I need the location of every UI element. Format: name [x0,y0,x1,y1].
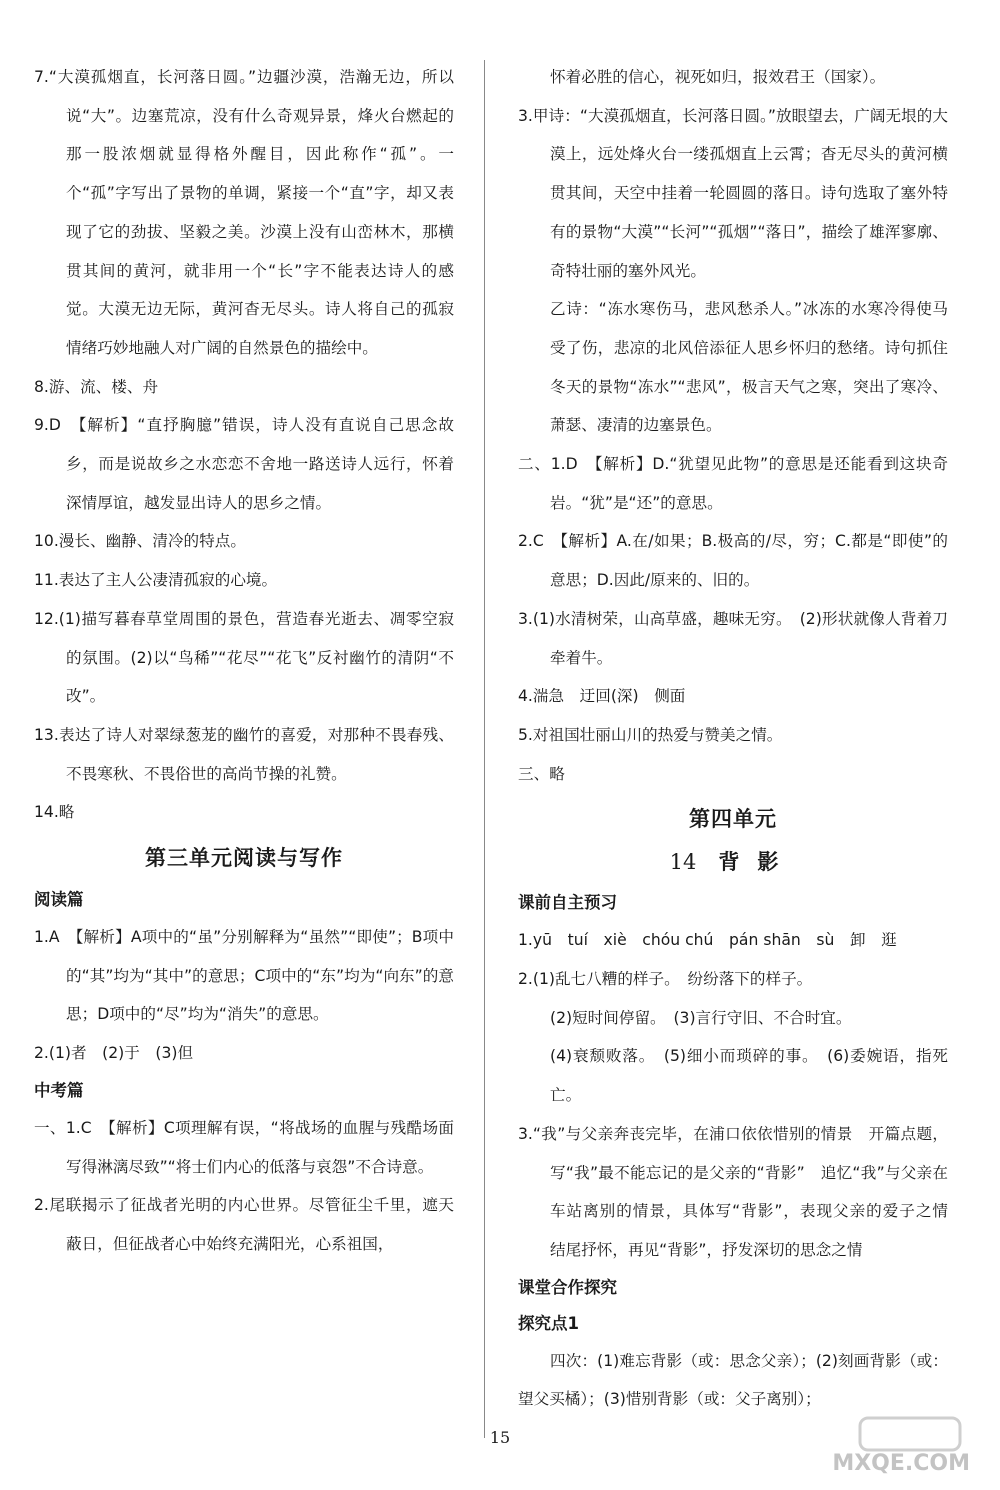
preview-answer-2: 2.(1)乱七八糟的样子。 纷纷落下的样子。 [518,970,813,989]
explore-answer-1: 四次：(1)难忘背影（或：思念父亲）；(2)刻画背影（或：望父买橘）；(3)惜别背影（或：父子离别）； [518,1351,948,1409]
zhongkao-answer-1: 一、1.C 【解析】C项理解有误，“将战场的血腥与残酷场面写得淋漓尽致”“将士们内心的低落与哀怨”不合诗意。 [34,1118,454,1176]
answer-9: 9.D 【解析】“直抒胸臆”错误，诗人没有直说自己思念故乡，而是说故乡之水恋恋不舍地一路送诗人远行，怀着深情厚谊，越发显出诗人的思乡之情。 [34,416,454,512]
lesson-name: 背影 [718,850,797,875]
preview-answer-1: 1.yū tuí xiè chóu chú pán shān sù 卸 逛 [518,931,897,950]
reading-heading: 阅读篇 [34,890,84,910]
part2-answer-3: 3.(1)水清树荣，山高草盛，趣味无穷。 (2)形状就像人背着刀牵着牛。 [518,609,948,667]
explore-heading: 探究点1 [518,1313,579,1333]
lesson-title [518,843,948,881]
watermark-text: MXQE.COM [832,1451,970,1476]
zhongkao-answer-3a: 3.甲诗：“大漠孤烟直，长河落日圆。”放眼望去，广阔无垠的大漠上，远处烽火台一缕孤烟直上云霄；杳无尽头的黄河横贯其间，天空中挂着一轮圆圆的落日。诗句选取了塞外特有的景物“大漠”“长河”“孤烟”“落日”，描绘了雄浑寥廓、奇特壮丽的塞外风光。 [518,106,948,280]
unit3-title: 第三单元阅读与写作 [145,846,343,871]
part2-answer-2: 2.C 【解析】A.在/如果；B.极高的/尽，穷；C.都是“即使”的意思；D.因此/原来的、旧的。 [518,532,948,590]
part2-answer-5: 5.对祖国壮丽山川的热爱与赞美之情。 [518,725,783,744]
column-divider [484,60,485,1438]
class-heading: 课堂合作探究 [518,1277,617,1297]
preview-answer-2b: (2)短时间停留。 (3)言行守旧、不合时宜。 [550,1008,852,1027]
part2-answer-4: 4.湍急 迂回(深) 侧面 [518,687,686,706]
answer-14: 14.略 [34,803,75,822]
zhongkao-heading: 中考篇 [34,1080,84,1100]
part3-answer: 三、略 [518,764,565,783]
preview-heading: 课前自主预习 [518,893,617,913]
answer-7: 7.“大漠孤烟直，长河落日圆。”边疆沙漠，浩瀚无边，所以说“大”。边塞荒凉，没有什么奇观异景，烽火台燃起的那一股浓烟就显得格外醒目，因此称作“孤”。一个“孤”字写出了景物的单调，紧接一个“直”字，却又表现了它的劲拔、坚毅之美。沙漠上没有山峦林木，那横贯其间的黄河，就非用一个“长”字不能表达诗人的感觉。大漠无边无际，黄河杳无尽头。诗人将自己的孤寂情绪巧妙地融人对广阔的自然景色的描绘中。 [34,68,454,357]
answer-8: 8.游、流、楼、舟 [34,377,159,396]
unit4-title: 第四单元 [689,807,777,832]
zhongkao-answer-3b: 乙诗：“冻水寒伤马，悲风愁杀人。”冰冻的水寒冷得使马受了伤，悲凉的北风倍添征人思乡怀归的愁绪。诗句抓住冬天的景物“冻水”“悲风”，极言天气之寒，突出了寒冷、萧瑟、凄清的边塞景色。 [550,300,948,435]
reading-answer-2: 2.(1)者 (2)于 (3)但 [34,1044,194,1063]
part2-answer-1: 二、1.D 【解析】D.“犹望见此物”的意思是还能看到这块奇岩。“犹”是“还”的意思。 [518,455,948,512]
page-number: 15 [489,1428,511,1447]
answer-13: 13.表达了诗人对翠绿葱茏的幽竹的喜爱，对那种不畏春残、不畏寒秋、不畏俗世的高尚节操的礼赞。 [34,725,454,783]
left-column [34,58,454,1264]
preview-answer-2c: (4)衰颓败落。 (5)细小而琐碎的事。 (6)委婉语，指死亡。 [550,1047,948,1105]
answer-10: 10.漫长、幽静、清冷的特点。 [34,532,246,551]
answer-11: 11.表达了主人公凄清孤寂的心境。 [34,571,278,590]
answer-12: 12.(1)描写暮春草堂周围的景色，营造春光逝去、凋零空寂的氛围。(2)以“鸟稀”“花尽”“花飞”反衬幽竹的清阴“不改”。 [34,609,454,706]
zhongkao-answer-2-cont: 怀着必胜的信心，视死如归，报效君王（国家）。 [550,68,886,86]
lesson-number: 14 [669,850,697,875]
reading-answer-1: 1.A 【解析】A项中的“虽”分别解释为“虽然”“即使”；B项中的“其”均为“其中”的意思；C项中的“东”均为“向东”的意思；D项中的“尽”均为“消失”的意思。 [34,928,454,1024]
right-column [518,58,964,1419]
watermark-logo [790,1416,970,1476]
zhongkao-answer-2: 2.尾联揭示了征战者光明的内心世界。尽管征尘千里，遮天蔽日，但征战者心中始终充满阳光，心系祖国， [34,1196,454,1253]
preview-answer-3: 3.“我”与父亲奔丧完毕，在浦口依依惜别的情景 开篇点题，写“我”最不能忘记的是父亲的“背影” 追忆“我”与父亲在车站离别的情景，具体写“背影”，表现父亲的爱子之情 结尾抒怀，再见“背影”，抒发深切的思念之情 [518,1124,964,1259]
